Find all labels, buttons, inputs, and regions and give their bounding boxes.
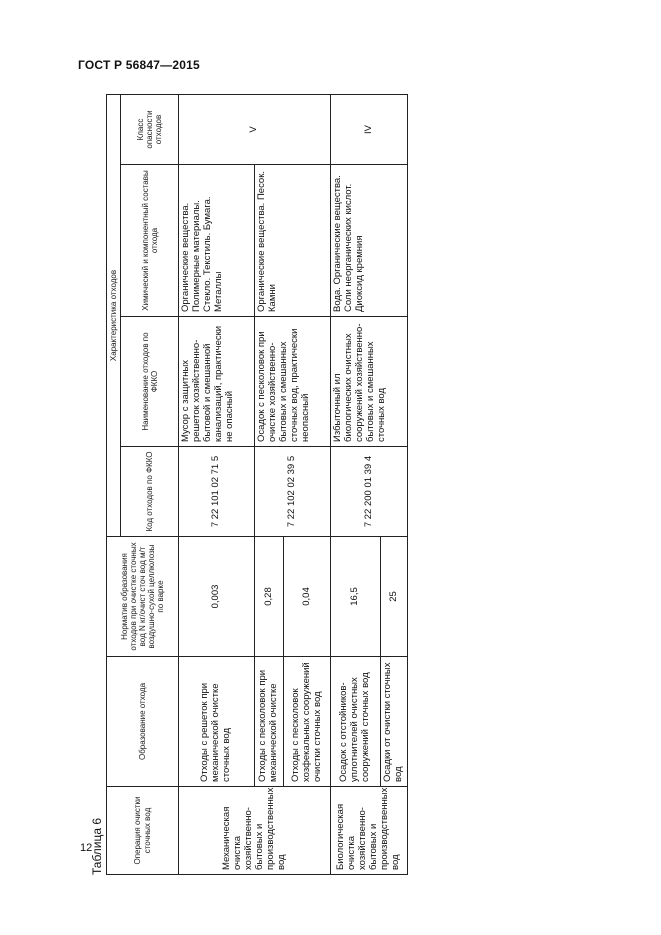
header-composition: Химический и компонентный составы отхода [121,165,179,317]
table-row [179,95,255,875]
r2-name: Осадок с песколовок при очистке хозяйственно-бытовых и смешанных сточных вод, практически неопасный [255,317,331,447]
r4-code: 7 22 200 01 39 4 [331,447,408,537]
header-norm: Норматив образования отходов при очистке сточных вод N кг/очист сточ вод м/т воздушно-сухой целлюлозы по варке [107,537,179,657]
header-class: Класс опасности отходов [121,95,179,165]
r5-norm: 25 [381,537,408,657]
table-frame [90,95,405,875]
r5-formation: Осадки от очистки сточных вод [381,657,408,787]
r2-composition: Органические вещества. Песок. Камни [255,165,331,317]
waste-table [106,94,408,875]
r4-composition: Вода. Органические вещества. Соли неорганических кислот. Диоксид кремния [331,165,408,317]
r2-code: 7 22 102 02 39 5 [255,447,331,537]
mech-class: V [179,95,331,165]
r1-formation: Отходы с решеток при механической очистке сточных вод [179,657,255,787]
header-formation: Образование отхода [107,657,179,787]
bio-operation-cell: Биологическая очистка хозяйственно-бытовых и производственных вод [331,787,408,875]
r1-name: Мусор с защитных решеток хозяйственно-бытовой и смешанной канализаций, практически не опасный [179,317,255,447]
table-row [255,95,284,875]
r2-norm: 0,28 [255,537,284,657]
header-characteristics: Характеристика отходов [107,95,121,537]
r4-norm: 16,5 [331,537,381,657]
r1-norm: 0,003 [179,537,255,657]
document-header: ГОСТ Р 56847—2015 [78,58,200,72]
r3-norm: 0,04 [284,537,331,657]
rotated-table-region [90,95,405,875]
table-caption: Таблица 6 [90,817,104,875]
header-code: Код отходов по ФККО [121,447,179,537]
page-number: 12 [80,842,93,854]
table-row [331,95,381,875]
header-name: Наименование отходов по ФККО [121,317,179,447]
r1-composition: Органические вещества. Полимерные материалы. Стекло. Текстиль. Бумага. Металлы [179,165,255,317]
bio-class: IV [331,95,408,165]
r4-name: Избыточный ил биологических очистных сооружений хозяйственно-бытовых и смешанных сточных вод [331,317,408,447]
header-operation: Операция очистки сточных вод [107,787,179,875]
r2-formation: Отходы с песколовок при механической очистке [255,657,284,787]
header-row-group [107,95,121,875]
mech-operation-cell: Механическая очистка хозяйственно-бытовых и производственных вод [179,787,331,875]
r1-code: 7 22 101 02 71 5 [179,447,255,537]
r4-formation: Осадок с отстойников-уплотнителей очистных сооружений сточных вод [331,657,381,787]
r3-formation: Отходы с песколовок хозфекальных сооружений очистки сточных вод [284,657,331,787]
